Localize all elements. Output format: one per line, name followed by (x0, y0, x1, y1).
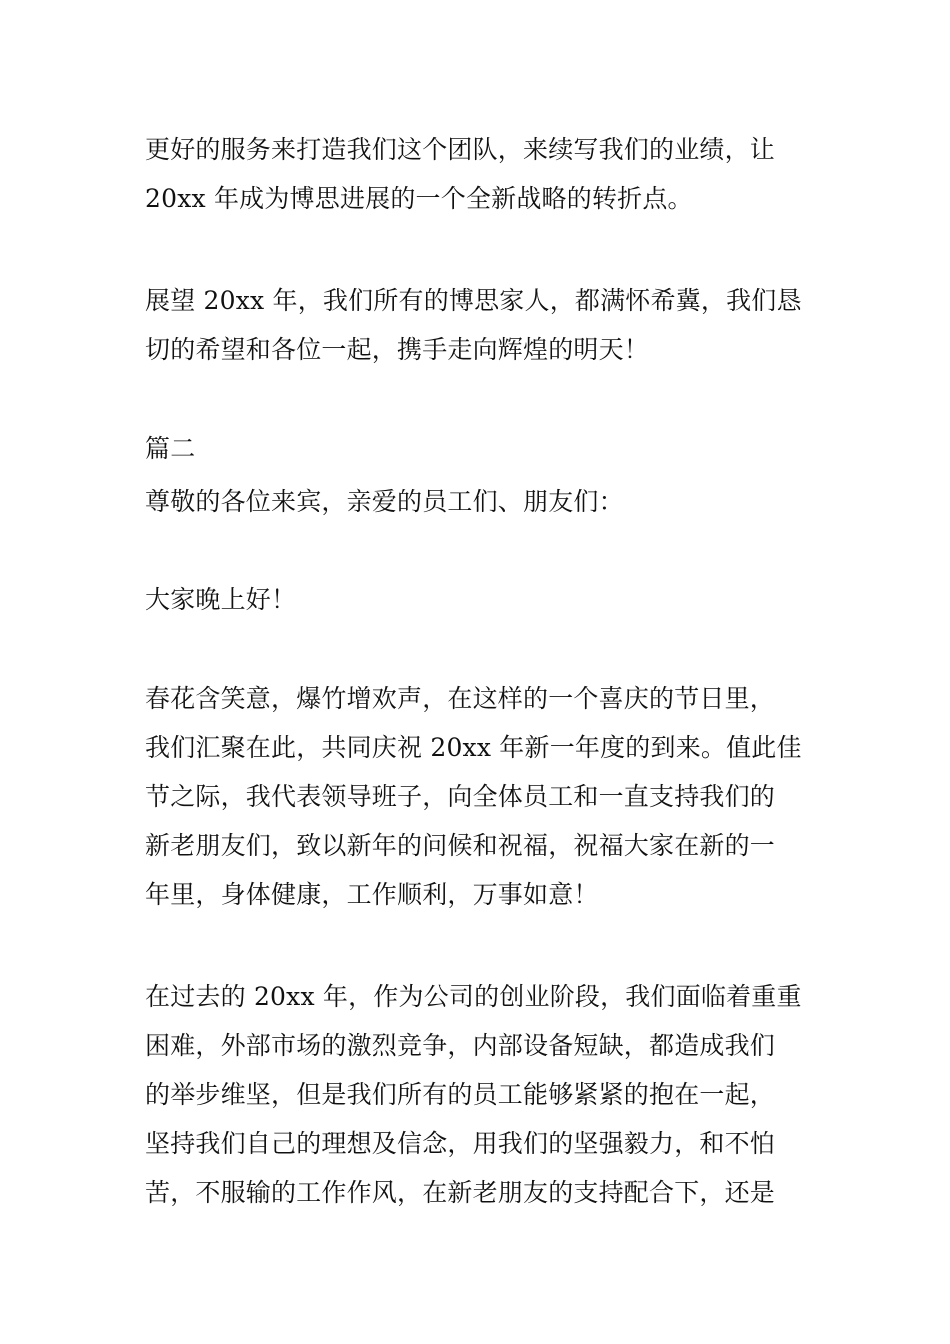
paragraph-3-line-5: 年里，身体健康，工作顺利，万事如意！ (145, 880, 599, 909)
paragraph-3-line-3: 节之际，我代表领导班子，向全体员工和一直支持我们的 (145, 782, 776, 811)
paragraph-4-line-4: 坚持我们自己的理想及信念，用我们的坚强毅力，和不怕 (145, 1129, 776, 1158)
paragraph-2-line-2: 切的希望和各位一起，携手走向辉煌的明天！ (145, 335, 650, 364)
paragraph-4-line-5: 苦，不服输的工作作风，在新老朋友的支持配合下，还是 (145, 1178, 776, 1207)
greeting: 大家晚上好！ (145, 585, 297, 614)
paragraph-4-line-2: 困难，外部市场的激烈竞争，内部设备短缺，都造成我们 (145, 1031, 776, 1060)
paragraph-2-line-1: 展望 20xx 年，我们所有的博思家人，都满怀希冀，我们恳 (145, 286, 802, 315)
paragraph-1-line-2: 20xx 年成为博思进展的一个全新战略的转折点。 (145, 184, 693, 213)
paragraph-3-line-1: 春花含笑意，爆竹增欢声，在这样的一个喜庆的节日里， (145, 684, 776, 713)
paragraph-3-line-4: 新老朋友们，致以新年的问候和祝福，祝福大家在新的一 (145, 831, 776, 860)
paragraph-4-line-1: 在过去的 20xx 年，作为公司的创业阶段，我们面临着重重 (145, 982, 802, 1011)
paragraph-1-line-1: 更好的服务来打造我们这个团队，来续写我们的业绩，让 (145, 135, 776, 164)
section-heading: 篇二 (145, 434, 196, 463)
paragraph-3-line-2: 我们汇聚在此，共同庆祝 20xx 年新一年度的到来。值此佳 (145, 733, 802, 762)
paragraph-4-line-3: 的举步维坚，但是我们所有的员工能够紧紧的抱在一起， (145, 1080, 776, 1109)
salutation: 尊敬的各位来宾，亲爱的员工们、朋友们： (145, 487, 624, 516)
